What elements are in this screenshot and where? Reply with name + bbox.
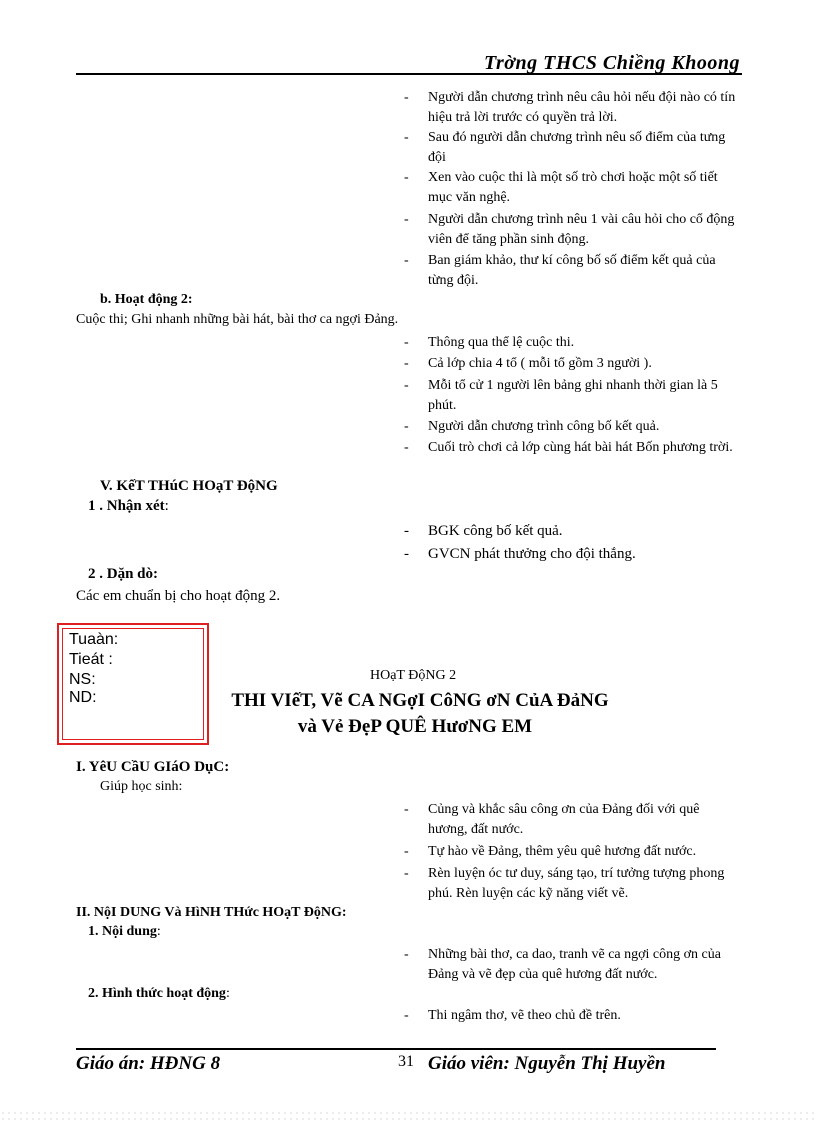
footer-rule (76, 1048, 716, 1050)
page-bottom-texture (0, 1110, 816, 1123)
page-title: THI VIếT, Vẽ CA NGợI CôNG ơN CủA ĐảNG (231, 690, 609, 711)
page-subtitle: và Vẻ ĐẹP QUÊ HươNG EM (297, 716, 533, 737)
form-heading: 2. Hình thức hoạt động: (88, 986, 230, 1001)
assignment-text: Các em chuẩn bị cho hoạt động 2. (76, 588, 281, 604)
activity-label: HOạT ĐộNG 2 (370, 668, 457, 683)
footer-teacher: Giáo viên: Nguyễn Thị Huyền (428, 1053, 666, 1074)
page-number: 31 (398, 1053, 414, 1070)
header-rule (76, 73, 742, 75)
nd-label: ND: (69, 689, 97, 706)
content-heading: 1. Nội dung: (88, 924, 161, 939)
footer-lesson-plan: Giáo án: HĐNG 8 (76, 1053, 221, 1074)
ns-label: NS: (69, 671, 96, 688)
section2-heading: II. NộI DUNG Và HìNH THức HOạT ĐộNG: (76, 905, 347, 920)
activity2-heading: b. Hoạt động 2: (100, 292, 193, 307)
week-label: Tuaàn: (69, 631, 119, 648)
activity2-description: Cuộc thi; Ghi nhanh những bài hát, bài thơ ca ngợi Đảng. (76, 312, 399, 327)
period-label: Tieát : (69, 651, 113, 668)
section1-heading: I. YêU CầU GIáO DụC: (76, 759, 230, 775)
header-school-name: Trờng THCS Chiềng Khoong (484, 52, 740, 74)
end-heading: V. KếT THúC HOạT ĐộNG (100, 478, 278, 494)
assignment-heading: 2 . Dặn dò: (88, 566, 159, 582)
review-heading: 1 . Nhận xét: (88, 498, 169, 514)
section1-intro: Giúp học sinh: (100, 779, 183, 794)
